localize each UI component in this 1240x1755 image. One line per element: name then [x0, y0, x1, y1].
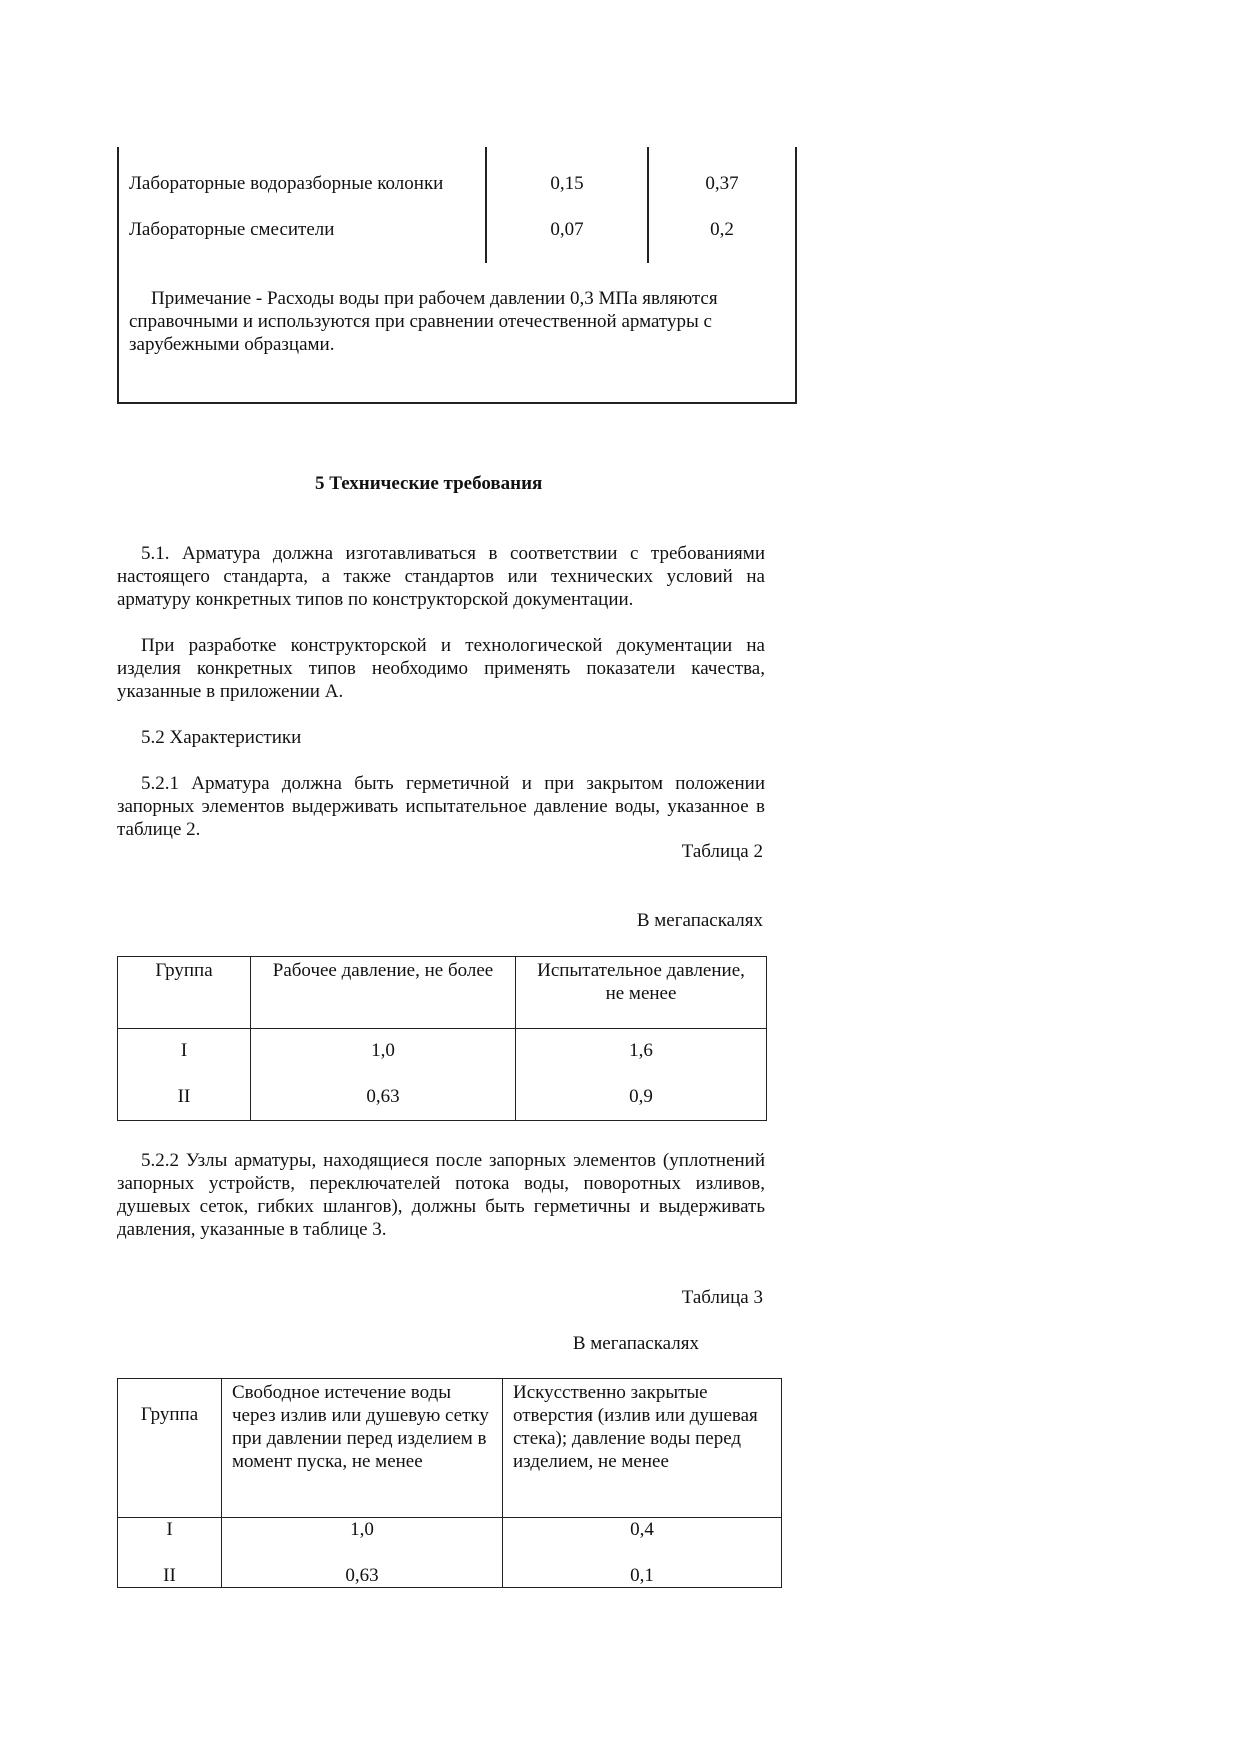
table1-row-1-v1: 0,15 — [550, 173, 584, 194]
table1-left-border — [117, 147, 119, 404]
table2-row-1-test: 1,6 — [629, 1040, 653, 1061]
table2-row-2-working: 0,63 — [366, 1086, 400, 1107]
table3-header-group: Группа — [118, 1379, 222, 1518]
table2-row-1-group: I — [180, 1040, 188, 1061]
table3-closed-cell — [503, 1518, 782, 1588]
table2-caption: Таблица 2 — [681, 841, 763, 862]
table1-row-2-v1: 0,07 — [550, 219, 584, 240]
table1-bottom-border — [117, 402, 797, 404]
table3-header-free-flow: Свободное истечение воды через излив или душевую сетку при давлении перед изделием в момент пуска, не менее — [222, 1379, 503, 1518]
table2-header-test-pressure: Испытательное давление, не менее — [516, 957, 767, 1029]
table2-row-2-test: 0,9 — [629, 1086, 653, 1107]
paragraph-5-1: 5.1. Арматура должна изготавливаться в соответствии с требованиями настоящего стандарта, а также стандартов или технических условий на арматуру конкретных типов по конструкторской документации. — [117, 543, 765, 610]
table3-row-2-free-flow: 0,63 — [345, 1565, 379, 1586]
table1-right-border — [795, 147, 797, 404]
table3-row-1-closed: 0,4 — [630, 1519, 654, 1540]
table2-group-cell — [118, 1029, 251, 1121]
paragraph-5-2-1: 5.2.1 Арматура должна быть герметичной и при закрытом положении запорных элементов выдерживать испытательное давление воды, указанное в таблице 2. — [117, 773, 765, 840]
table3-row-2-closed: 0,1 — [630, 1565, 654, 1586]
table2-header-group: Группа — [118, 957, 251, 1029]
table3 — [117, 1378, 782, 1588]
paragraph-5-2-2: 5.2.2 Узлы арматуры, находящиеся после запорных элементов (уплотнений запорных устройств, переключателей потока воды, поворотных изливов, душевых сеток, гибких шлангов), должны быть герметичны и выдерживать давления, указанные в таблице 3. — [117, 1150, 765, 1240]
table1-row-2-v2: 0,2 — [710, 219, 734, 240]
table3-units: В мегапаскалях — [572, 1333, 699, 1354]
table2-working-cell — [251, 1029, 516, 1121]
table1-col-divider-1 — [485, 147, 487, 263]
paragraph-design-docs: При разработке конструкторской и технологической документации на изделия конкретных типов необходимо применять показатели качества, указанные в приложении А. — [117, 635, 765, 702]
table3-free-flow-cell — [222, 1518, 503, 1588]
table2-row-1-working: 1,0 — [371, 1040, 395, 1061]
table1-note: Примечание - Расходы воды при рабочем давлении 0,3 МПа являются справочными и используются при сравнении отечественной арматуры с зарубежными образцами. — [129, 288, 718, 355]
table2-units: В мегапаскалях — [636, 910, 763, 931]
table2-row-2-group: II — [177, 1086, 191, 1107]
table1-row-2-name: Лабораторные смесители — [129, 219, 335, 240]
table3-row-1-group: I — [166, 1519, 173, 1540]
table-row — [118, 1029, 767, 1121]
table2-header-working-pressure: Рабочее давление, не более — [251, 957, 516, 1029]
table-row — [118, 957, 767, 1029]
table3-row-2-group: II — [163, 1565, 176, 1586]
section-heading: 5 Технические требования — [315, 473, 543, 494]
table3-caption: Таблица 3 — [681, 1287, 763, 1308]
table3-group-cell — [118, 1518, 222, 1588]
table-row — [118, 1379, 782, 1518]
table2-test-cell — [516, 1029, 767, 1121]
table3-header-closed-openings: Искусственно закрытые отверстия (излив или душевая стека); давление воды перед изделием, не менее — [503, 1379, 782, 1518]
table1-row-1-name: Лабораторные водоразборные колонки — [129, 173, 444, 194]
table2 — [117, 956, 767, 1121]
paragraph-5-2: 5.2 Характеристики — [141, 727, 302, 748]
table1-row-1-v2: 0,37 — [705, 173, 739, 194]
table1-col-divider-2 — [647, 147, 649, 263]
table-row — [118, 1518, 782, 1588]
table3-row-1-free-flow: 1,0 — [350, 1519, 374, 1540]
